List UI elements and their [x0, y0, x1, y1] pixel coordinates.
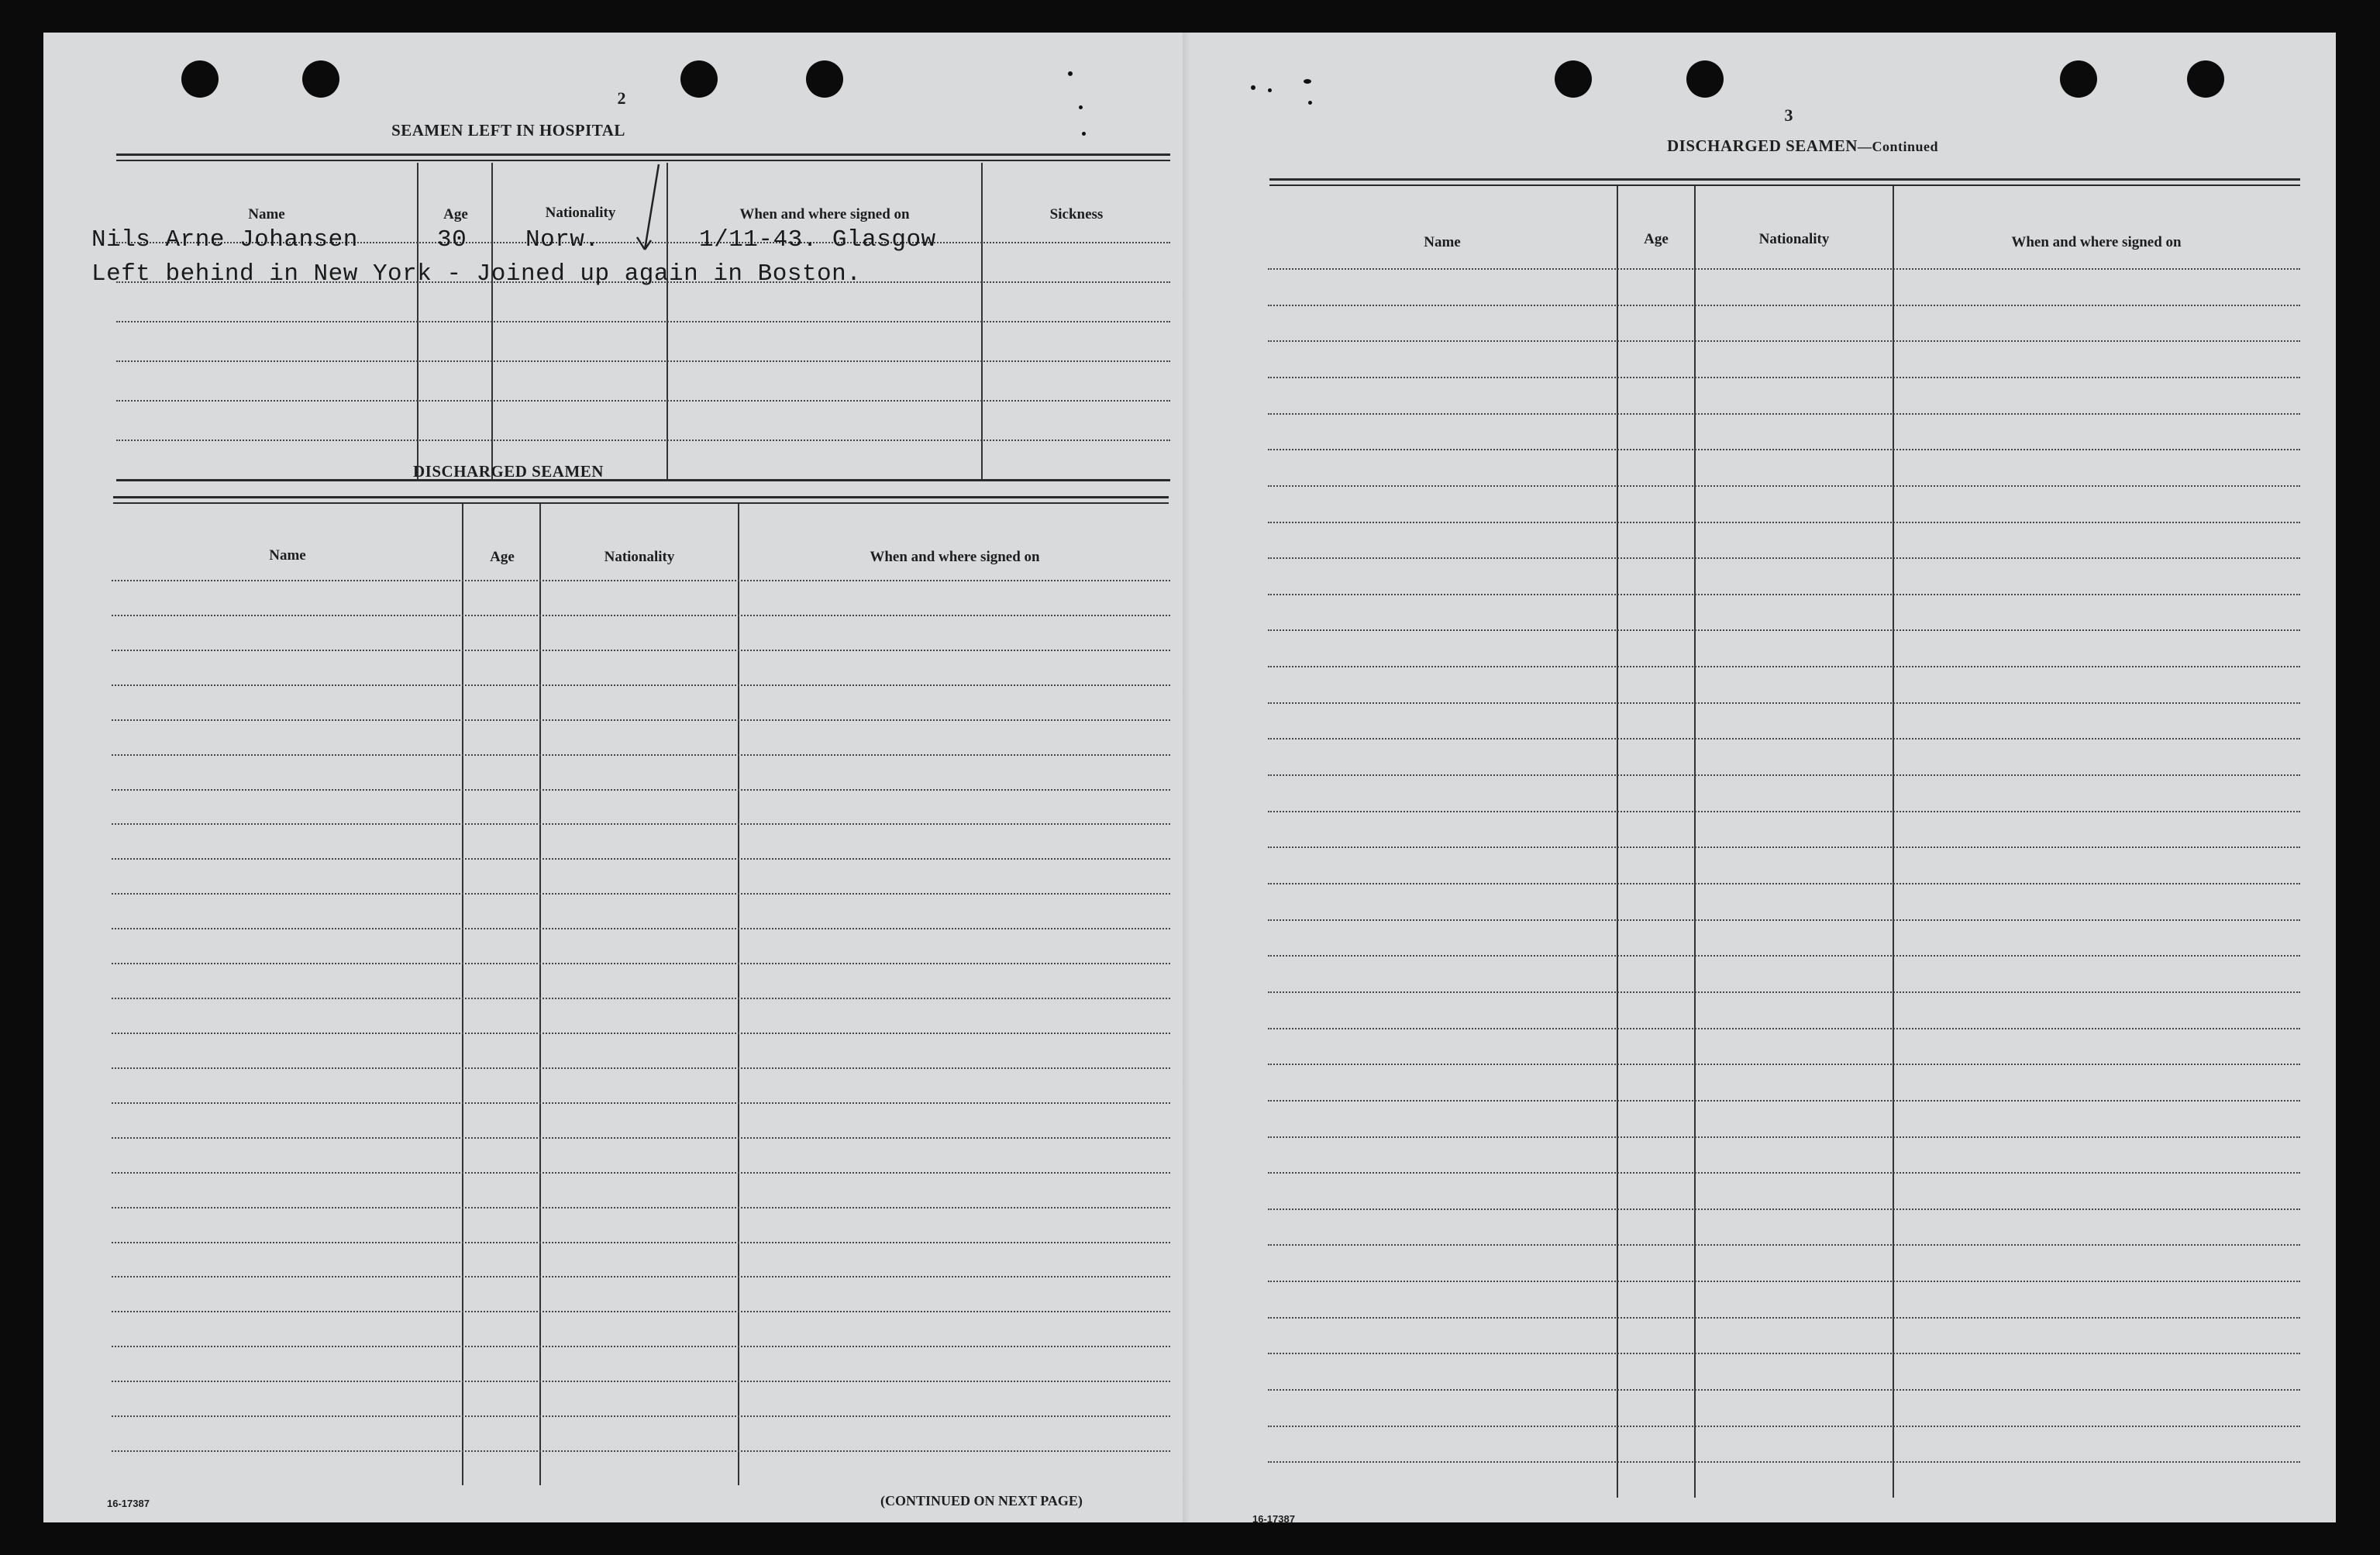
row-line: [1268, 1136, 2300, 1138]
row-line: [112, 1450, 1170, 1452]
form-number: 16-17387: [1252, 1513, 1295, 1522]
row-line: [1268, 1172, 2300, 1174]
row-line: [1268, 594, 2300, 595]
row-line: [1268, 305, 2300, 306]
row-line: [1268, 485, 2300, 487]
row-line: [112, 1415, 1170, 1417]
row-line: [112, 1137, 1170, 1139]
row-line: [116, 360, 1170, 362]
row-line: [112, 789, 1170, 791]
row-line: [112, 1102, 1170, 1104]
row-line: [112, 650, 1170, 651]
row-line: [116, 400, 1170, 402]
form-number: 16-17387: [107, 1498, 150, 1509]
hospital-remark: Left behind in New York - Joined up again in Boston.: [91, 260, 862, 288]
punch-hole: [680, 60, 718, 98]
row-line: [1268, 522, 2300, 523]
hospital-nationality-value: Norw.: [525, 226, 600, 253]
col-header-nationality: Nationality: [604, 549, 675, 565]
discharged-continued-rows: [1268, 268, 2300, 1498]
row-line: [112, 1207, 1170, 1208]
row-line: [1268, 413, 2300, 415]
row-line: [112, 928, 1170, 929]
col-header-age: Age: [1644, 231, 1669, 247]
row-line: [112, 998, 1170, 999]
row-line: [1268, 811, 2300, 812]
row-line: [1268, 1208, 2300, 1210]
row-line: [112, 684, 1170, 686]
section-title-suffix: —Continued: [1857, 139, 1938, 154]
row-line: [112, 580, 1170, 581]
ink-speck: [1251, 85, 1255, 90]
col-header-sickness: Sickness: [1049, 206, 1104, 222]
row-line: [112, 1276, 1170, 1277]
row-line: [1268, 340, 2300, 342]
hospital-signed-on-value: 1/11-43. Glasgow: [699, 226, 936, 253]
rule: [113, 496, 1169, 498]
hospital-section-title: SEAMEN LEFT IN HOSPITAL: [391, 121, 625, 140]
row-line: [1268, 268, 2300, 270]
punch-hole: [2060, 60, 2097, 98]
hospital-name-value: Nils Arne Johansen: [91, 226, 358, 253]
punch-hole: [2187, 60, 2224, 98]
ink-speck: [1082, 132, 1086, 136]
row-line: [112, 823, 1170, 825]
ink-speck: [1079, 105, 1083, 109]
check-mark-icon: [625, 157, 671, 281]
row-line: [1268, 1426, 2300, 1427]
row-line: [1268, 1100, 2300, 1102]
row-line: [1268, 846, 2300, 848]
discharged-rows: [112, 580, 1170, 1485]
row-line: [1268, 955, 2300, 957]
punch-hole: [302, 60, 339, 98]
col-header-name: Name: [269, 547, 306, 564]
col-header-age: Age: [490, 549, 515, 565]
row-line: [112, 1346, 1170, 1347]
ink-speck: [1304, 79, 1311, 84]
left-page: [43, 33, 1183, 1522]
ink-speck: [1308, 101, 1312, 105]
row-line: [112, 1067, 1170, 1069]
row-line: [1268, 449, 2300, 450]
row-line: [112, 719, 1170, 721]
col-header-signed-on: When and where signed on: [2011, 234, 2182, 250]
col-header-nationality: Nationality: [1758, 231, 1830, 247]
row-line: [116, 440, 1170, 441]
row-line: [112, 754, 1170, 756]
punch-hole: [1555, 60, 1592, 98]
hospital-age-value: 30: [437, 226, 467, 253]
col-header-age: Age: [443, 206, 468, 222]
ink-speck: [1268, 88, 1272, 92]
row-line: [1268, 557, 2300, 559]
discharged-table: [112, 504, 1170, 1485]
row-line: [1268, 702, 2300, 704]
discharged-section-title: DISCHARGED SEAMEN: [413, 462, 604, 481]
row-line: [1268, 1317, 2300, 1319]
rule: [116, 153, 1170, 156]
page-number: 3: [1784, 105, 1793, 125]
row-line: [1268, 377, 2300, 378]
row-line: [1268, 1028, 2300, 1029]
punch-hole: [181, 60, 219, 98]
row-line: [112, 1311, 1170, 1312]
row-line: [1268, 919, 2300, 921]
section-title-main: DISCHARGED SEAMEN: [1667, 136, 1858, 155]
row-line: [1268, 1064, 2300, 1065]
continued-note: (CONTINUED ON NEXT PAGE): [880, 1493, 1083, 1508]
row-line: [1268, 883, 2300, 884]
row-line: [1268, 1353, 2300, 1354]
col-header-signed-on: When and where signed on: [739, 206, 910, 222]
row-line: [112, 1172, 1170, 1174]
row-line: [1268, 1244, 2300, 1246]
row-line: [1268, 738, 2300, 740]
row-line: [112, 893, 1170, 895]
rule: [1269, 178, 2300, 181]
ink-speck: [1068, 71, 1073, 76]
col-header-name: Name: [1424, 234, 1461, 250]
col-header-nationality: Nationality: [545, 205, 616, 221]
row-line: [112, 858, 1170, 860]
row-line: [1268, 666, 2300, 667]
row-line: [112, 1242, 1170, 1243]
row-line: [1268, 991, 2300, 993]
discharged-continued-title: [1593, 136, 2012, 156]
col-header-signed-on: When and where signed on: [870, 549, 1040, 565]
row-line: [1268, 1461, 2300, 1463]
right-page: [1183, 33, 2336, 1522]
row-line: [116, 321, 1170, 322]
row-line: [112, 1033, 1170, 1034]
row-line: [112, 615, 1170, 616]
page-number: 2: [617, 88, 626, 108]
punch-hole: [1686, 60, 1724, 98]
col-header-name: Name: [248, 206, 285, 222]
row-line: [112, 1381, 1170, 1382]
row-line: [1268, 629, 2300, 631]
row-line: [1268, 1281, 2300, 1282]
discharged-continued-table: [1268, 186, 2300, 1498]
row-line: [112, 963, 1170, 964]
punch-hole: [806, 60, 843, 98]
row-line: [1268, 1389, 2300, 1391]
row-line: [1268, 774, 2300, 776]
